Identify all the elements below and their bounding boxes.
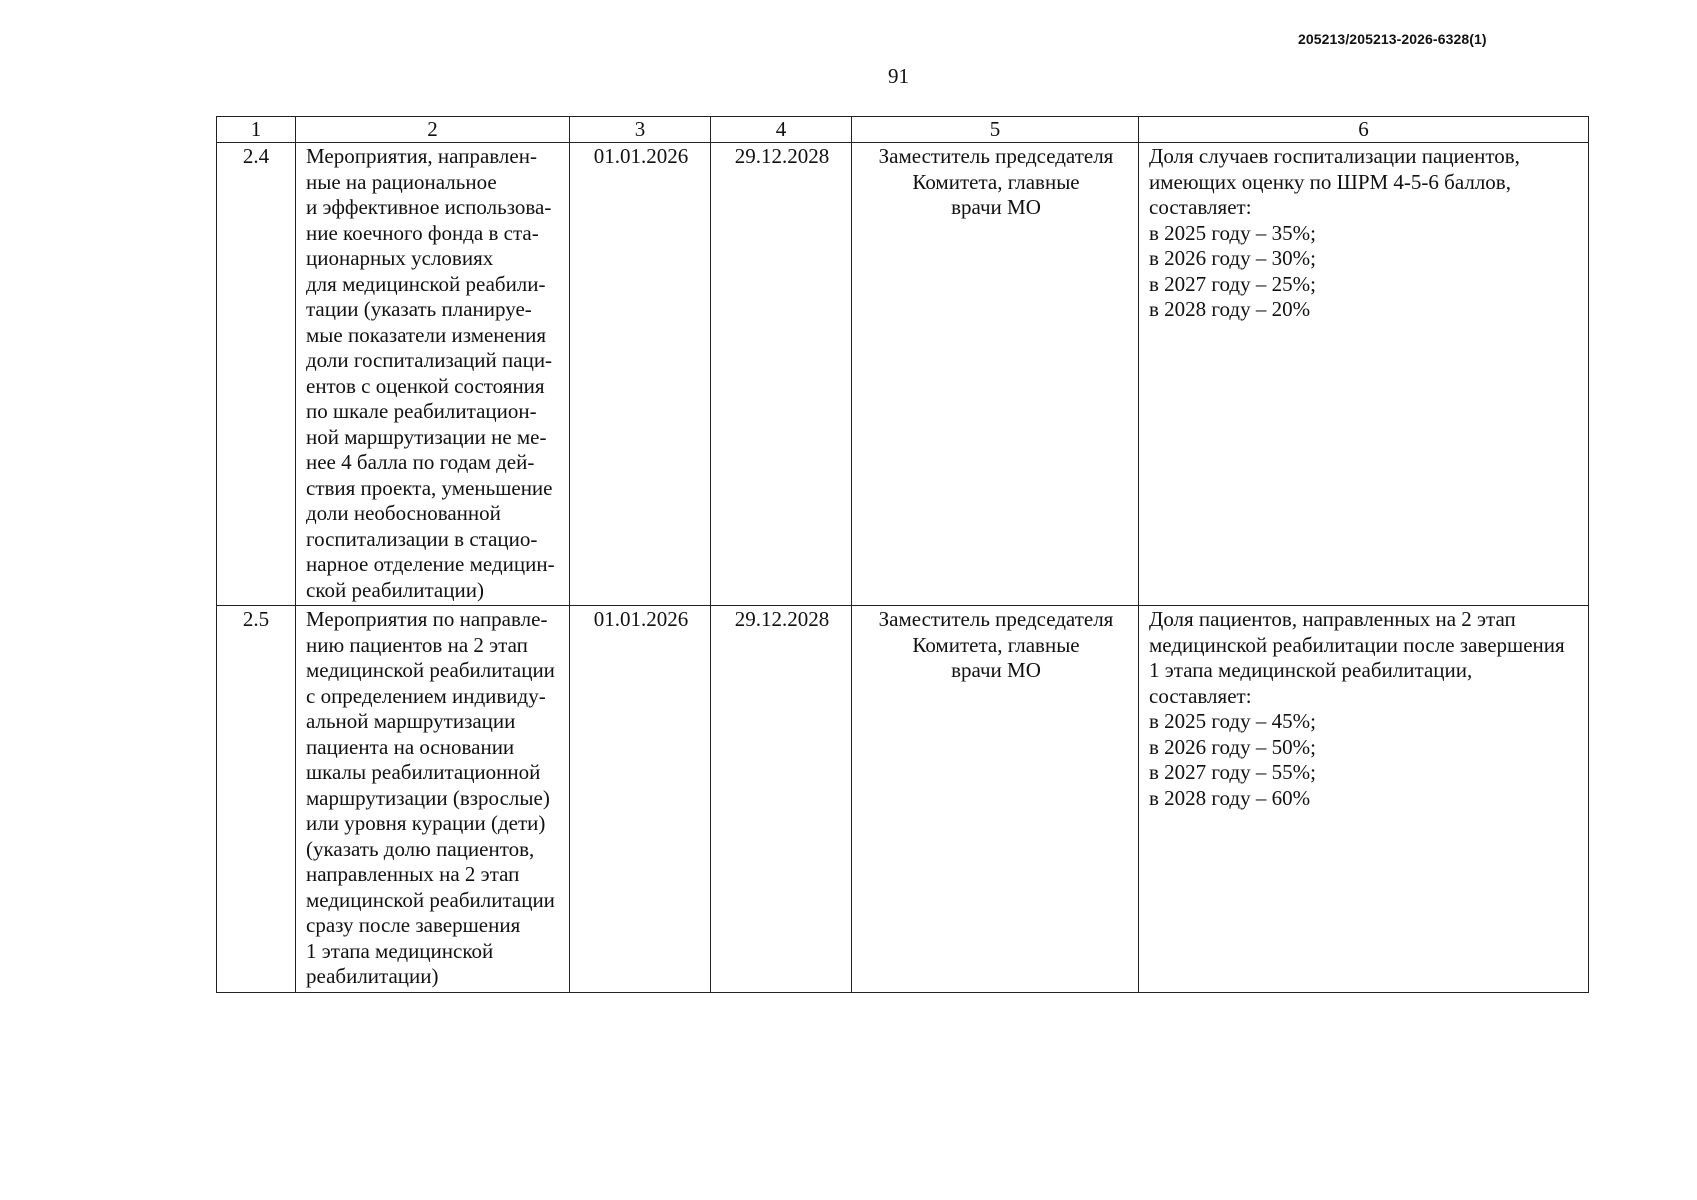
measure-description [296, 606, 570, 993]
end-date: 29.12.2028 [711, 143, 852, 606]
expected-result-line: медицинской реабилитации после завершения [1149, 632, 1565, 657]
responsible-line: Заместитель председателя [878, 144, 1114, 168]
row-number: 2.4 [217, 143, 296, 606]
measure-description-line: доли необоснованной [306, 501, 501, 525]
measure-description-line: шкалы реабилитационной [306, 760, 541, 784]
measure-description-line: нее 4 балла по годам дей- [306, 450, 535, 474]
start-date: 01.01.2026 [570, 606, 711, 993]
measure-description-line: направленных на 2 этап [306, 862, 520, 886]
responsible [852, 606, 1139, 993]
measure-description-line: Мероприятия по направле- [306, 607, 548, 631]
responsible-line: врачи МО [951, 658, 1041, 682]
responsible-line: Комитета, главные [912, 169, 1080, 194]
measure-description-line: (указать долю пациентов, [306, 836, 535, 861]
measure-description-line: пациента на основании [306, 734, 515, 759]
measure-description-line: или уровня курации (дети) [306, 811, 546, 835]
measure-description-line: по шкале реабилитацион- [306, 399, 537, 423]
measure-description-line: медицинской реабилитации [306, 887, 555, 912]
measure-description-line: тации (указать планируе- [306, 297, 532, 321]
measure-description-line: ционарных условиях [306, 246, 494, 270]
expected-result-line: в 2027 году – 25%; [1149, 271, 1316, 296]
measure-description-line: медицинской реабилитации [306, 658, 555, 682]
measure-description [296, 143, 570, 606]
responsible-line: Заместитель председателя [878, 607, 1114, 631]
measure-description-line: и эффективное использова- [306, 195, 552, 219]
row-number: 2.5 [217, 606, 296, 993]
expected-result-line: в 2026 году – 30%; [1149, 246, 1316, 270]
expected-result-line: в 2027 году – 55%; [1149, 760, 1316, 784]
responsible-line: врачи МО [951, 195, 1041, 219]
measure-description-line: нарное отделение медицин- [306, 552, 555, 576]
measure-description-line: ентов с оценкой состояния [306, 373, 545, 398]
column-number: 6 [1139, 117, 1589, 143]
table-row [217, 143, 1589, 606]
measure-description-line: для медицинской реабили- [306, 271, 546, 296]
expected-result-line: имеющих оценку по ШРМ 4-5-6 баллов, [1149, 169, 1511, 194]
column-number: 4 [711, 117, 852, 143]
expected-result-line: Доля пациентов, направленных на 2 этап [1149, 607, 1516, 631]
column-number: 5 [852, 117, 1139, 143]
expected-result-line: в 2026 году – 50%; [1149, 734, 1316, 759]
measure-description-line: доли госпитализаций паци- [306, 348, 553, 372]
column-number: 1 [217, 117, 296, 143]
expected-result-line: в 2028 году – 60% [1149, 785, 1311, 810]
measure-description-line: 1 этапа медицинской [306, 938, 494, 963]
expected-result-line: в 2025 году – 45%; [1149, 709, 1316, 733]
measure-description-line: ствия проекта, уменьшение [306, 475, 553, 500]
measure-description-line: сразу после завершения [306, 913, 521, 937]
responsible [852, 143, 1139, 606]
measures-table [216, 116, 1589, 993]
measure-description-line: Мероприятия, направлен- [306, 144, 537, 168]
measure-description-line: мые показатели изменения [306, 322, 546, 347]
responsible-line: Комитета, главные [912, 632, 1080, 657]
page-number: 91 [888, 64, 909, 88]
measure-description-line: альной маршрутизации [306, 709, 516, 733]
start-date: 01.01.2026 [570, 143, 711, 606]
expected-result-line: составляет: [1149, 195, 1252, 219]
column-number: 3 [570, 117, 711, 143]
expected-result-line: 1 этапа медицинской реабилитации, [1149, 658, 1473, 682]
measure-description-line: ние коечного фонда в ста- [306, 220, 539, 245]
measure-description-line: с определением индивиду- [306, 683, 546, 708]
measure-description-line: ской реабилитации) [306, 577, 484, 602]
expected-result [1139, 606, 1589, 993]
measure-description-line: ной маршрутизации не ме- [306, 424, 547, 449]
document-id: 205213/205213-2026-6328(1) [1298, 31, 1487, 47]
measure-description-line: маршрутизации (взрослые) [306, 785, 550, 810]
column-number-row [217, 117, 1589, 143]
expected-result-line: Доля случаев госпитализации пациентов, [1149, 144, 1520, 168]
measure-description-line: ные на рациональное [306, 169, 497, 194]
expected-result-line: в 2028 году – 20% [1149, 297, 1311, 321]
measure-description-line: реабилитации) [306, 964, 439, 988]
column-number: 2 [296, 117, 570, 143]
expected-result [1139, 143, 1589, 606]
expected-result-line: в 2025 году – 35%; [1149, 220, 1316, 245]
expected-result-line: составляет: [1149, 683, 1252, 708]
table-row [217, 606, 1589, 993]
measure-description-line: нию пациентов на 2 этап [306, 632, 528, 657]
end-date: 29.12.2028 [711, 606, 852, 993]
measure-description-line: госпитализации в стацио- [306, 526, 538, 551]
